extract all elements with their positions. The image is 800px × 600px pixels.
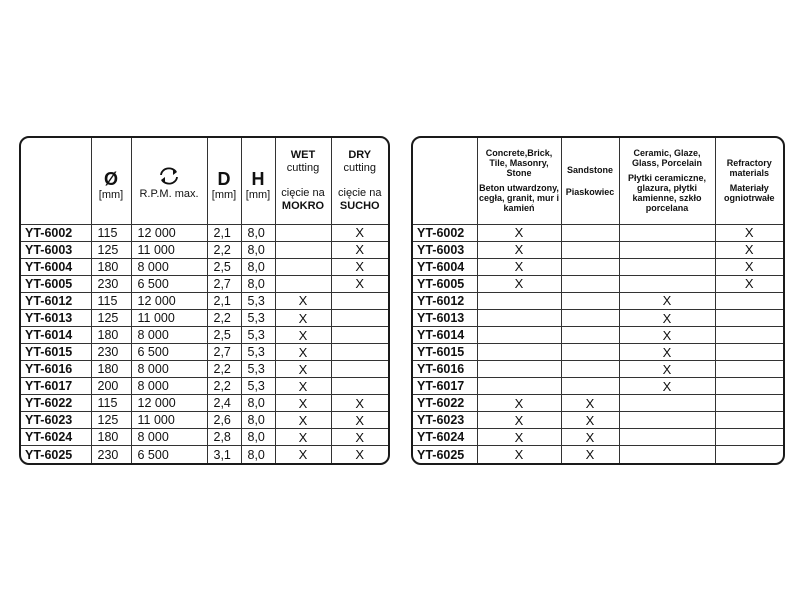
d-cell: 2,4 (207, 395, 241, 412)
refractory-cell (715, 327, 783, 344)
model-cell: YT-6016 (21, 361, 91, 378)
wet-cutting-cell: X (275, 395, 331, 412)
refractory-header (715, 138, 783, 224)
d-cell: 2,5 (207, 258, 241, 275)
dry-cutting-cell: X (331, 241, 388, 258)
concrete-cell: X (477, 412, 561, 429)
wet-cutting-cell (275, 275, 331, 292)
diameter-cell: 180 (91, 258, 131, 275)
h-cell: 5,3 (241, 378, 275, 395)
refractory-cell: X (715, 241, 783, 258)
d-cell: 2,2 (207, 378, 241, 395)
ceramic-cell (619, 258, 715, 275)
rpm-cell: 8 000 (131, 378, 207, 395)
refractory-cell: X (715, 258, 783, 275)
model-header (21, 138, 91, 224)
sandstone-cell (561, 292, 619, 309)
ceramic-cell: X (619, 292, 715, 309)
wet-cutting-cell (275, 241, 331, 258)
concrete-label-pl: Beton utwardzony, cegła, granit, mur i kamień (478, 183, 560, 214)
ceramic-cell (619, 275, 715, 292)
dry-sub: cutting (343, 161, 376, 174)
table-row (413, 361, 783, 378)
table-row (413, 327, 783, 344)
table-row (21, 446, 388, 463)
diameter-symbol: Ø (103, 169, 118, 190)
wet-sub: cutting (286, 161, 320, 174)
wet-pl-2: MOKRO (281, 199, 325, 212)
d-cell: 2,2 (207, 241, 241, 258)
diameter-cell: 125 (91, 309, 131, 326)
model-cell: YT-6014 (21, 327, 91, 344)
ceramic-cell (619, 395, 715, 412)
concrete-cell (477, 361, 561, 378)
refractory-cell (715, 378, 783, 395)
diameter-cell: 200 (91, 378, 131, 395)
d-cell: 2,2 (207, 309, 241, 326)
diameter-cell: 180 (91, 327, 131, 344)
model-cell: YT-6017 (21, 378, 91, 395)
dry-cutting-cell (331, 309, 388, 326)
diameter-cell: 125 (91, 241, 131, 258)
d-cell: 2,8 (207, 429, 241, 446)
materials-table (413, 138, 783, 463)
h-cell: 8,0 (241, 224, 275, 241)
model-cell: YT-6022 (21, 395, 91, 412)
model-cell: YT-6024 (413, 429, 477, 446)
refractory-cell (715, 292, 783, 309)
ceramic-cell: X (619, 378, 715, 395)
refractory-cell (715, 395, 783, 412)
d-header (207, 138, 241, 224)
diameter-cell: 230 (91, 275, 131, 292)
rpm-label: R.P.M. max. (139, 188, 199, 201)
table-row (413, 429, 783, 446)
diameter-cell: 180 (91, 361, 131, 378)
sandstone-cell (561, 361, 619, 378)
h-cell: 8,0 (241, 241, 275, 258)
sandstone-cell (561, 344, 619, 361)
ceramic-cell (619, 446, 715, 463)
sandstone-cell: X (561, 395, 619, 412)
ceramic-cell (619, 224, 715, 241)
wet-cutting-cell: X (275, 361, 331, 378)
refractory-cell (715, 309, 783, 326)
sandstone-label: Sandstone (566, 164, 613, 175)
rpm-cell: 8 000 (131, 429, 207, 446)
dry-cutting-cell: X (331, 395, 388, 412)
specs-table-panel (19, 136, 390, 465)
dry-cutting-cell (331, 344, 388, 361)
table-row (21, 292, 388, 309)
model-cell: YT-6012 (21, 292, 91, 309)
dry-cutting-cell: X (331, 275, 388, 292)
rotation-arrows-icon (157, 166, 181, 186)
rpm-cell: 6 500 (131, 344, 207, 361)
model-cell: YT-6014 (413, 327, 477, 344)
table-row (21, 412, 388, 429)
ceramic-header (619, 138, 715, 224)
wet-cutting-cell: X (275, 327, 331, 344)
h-header (241, 138, 275, 224)
h-unit: [mm] (245, 189, 271, 202)
rpm-cell: 11 000 (131, 241, 207, 258)
concrete-cell (477, 344, 561, 361)
model-cell: YT-6005 (21, 275, 91, 292)
model-cell: YT-6003 (21, 241, 91, 258)
ceramic-cell: X (619, 309, 715, 326)
sandstone-header (561, 138, 619, 224)
model-header (413, 138, 477, 224)
materials-table-panel (411, 136, 785, 465)
d-cell: 2,5 (207, 327, 241, 344)
dry-cutting-cell: X (331, 412, 388, 429)
sandstone-cell (561, 275, 619, 292)
h-cell: 8,0 (241, 275, 275, 292)
h-cell: 8,0 (241, 429, 275, 446)
ceramic-cell (619, 241, 715, 258)
sandstone-cell: X (561, 412, 619, 429)
model-cell: YT-6023 (21, 412, 91, 429)
h-cell: 5,3 (241, 327, 275, 344)
dry-cutting-cell (331, 292, 388, 309)
table-row (413, 241, 783, 258)
model-cell: YT-6025 (413, 446, 477, 463)
table-row (21, 241, 388, 258)
d-cell: 2,2 (207, 361, 241, 378)
ceramic-cell (619, 412, 715, 429)
dry-cutting-cell (331, 327, 388, 344)
h-cell: 5,3 (241, 292, 275, 309)
diameter-cell: 230 (91, 446, 131, 463)
d-symbol: D (217, 169, 231, 190)
table-row (413, 224, 783, 241)
rpm-cell: 12 000 (131, 395, 207, 412)
h-cell: 8,0 (241, 446, 275, 463)
refractory-cell (715, 412, 783, 429)
sandstone-label-pl: Piaskowiec (565, 186, 615, 197)
concrete-cell (477, 309, 561, 326)
rpm-cell: 8 000 (131, 327, 207, 344)
diameter-cell: 115 (91, 395, 131, 412)
sandstone-cell (561, 258, 619, 275)
table-row (413, 275, 783, 292)
wet-cutting-cell: X (275, 378, 331, 395)
wet-cutting-cell: X (275, 292, 331, 309)
table-row (21, 309, 388, 326)
rpm-cell: 6 500 (131, 275, 207, 292)
h-cell: 5,3 (241, 309, 275, 326)
wet-title: WET (290, 148, 316, 161)
table-row (21, 395, 388, 412)
model-cell: YT-6016 (413, 361, 477, 378)
d-cell: 2,7 (207, 344, 241, 361)
diameter-header (91, 138, 131, 224)
ceramic-cell: X (619, 327, 715, 344)
rpm-cell: 8 000 (131, 258, 207, 275)
dry-cutting-cell: X (331, 446, 388, 463)
sandstone-cell (561, 378, 619, 395)
model-cell: YT-6025 (21, 446, 91, 463)
table-row (21, 344, 388, 361)
sandstone-cell (561, 241, 619, 258)
diameter-cell: 125 (91, 412, 131, 429)
model-cell: YT-6005 (413, 275, 477, 292)
ceramic-cell (619, 429, 715, 446)
rpm-header (131, 138, 207, 224)
dry-cutting-cell: X (331, 258, 388, 275)
d-cell: 2,1 (207, 224, 241, 241)
sandstone-cell: X (561, 429, 619, 446)
diameter-cell: 115 (91, 292, 131, 309)
table-row (21, 429, 388, 446)
dry-pl-1: cięcie na (338, 186, 382, 199)
rpm-cell: 12 000 (131, 224, 207, 241)
concrete-cell: X (477, 258, 561, 275)
d-cell: 3,1 (207, 446, 241, 463)
h-cell: 8,0 (241, 258, 275, 275)
concrete-cell: X (477, 446, 561, 463)
ceramic-cell: X (619, 344, 715, 361)
rpm-cell: 11 000 (131, 412, 207, 429)
wet-cutting-cell: X (275, 344, 331, 361)
refractory-cell (715, 344, 783, 361)
sandstone-cell (561, 224, 619, 241)
concrete-cell: X (477, 275, 561, 292)
table-row (413, 395, 783, 412)
concrete-cell: X (477, 395, 561, 412)
table-row (21, 378, 388, 395)
table-row (413, 412, 783, 429)
dry-cutting-cell (331, 361, 388, 378)
refractory-cell: X (715, 224, 783, 241)
model-cell: YT-6004 (21, 258, 91, 275)
diameter-cell: 115 (91, 224, 131, 241)
model-cell: YT-6024 (21, 429, 91, 446)
sandstone-cell: X (561, 446, 619, 463)
model-cell: YT-6012 (413, 292, 477, 309)
dry-cutting-cell: X (331, 429, 388, 446)
table-row (21, 275, 388, 292)
h-symbol: H (251, 169, 265, 190)
refractory-cell (715, 429, 783, 446)
wet-cutting-cell: X (275, 309, 331, 326)
concrete-cell (477, 292, 561, 309)
concrete-cell (477, 327, 561, 344)
model-cell: YT-6022 (413, 395, 477, 412)
sandstone-cell (561, 309, 619, 326)
model-cell: YT-6013 (21, 309, 91, 326)
dry-title: DRY (348, 148, 372, 161)
model-cell: YT-6013 (413, 309, 477, 326)
refractory-cell (715, 446, 783, 463)
dry-pl-2: SUCHO (339, 199, 380, 212)
h-cell: 8,0 (241, 412, 275, 429)
wet-cutting-header (275, 138, 331, 224)
sandstone-cell (561, 327, 619, 344)
refractory-label: Refractory materials (726, 158, 772, 179)
refractory-label-pl: Materiały ogniotrwałe (723, 183, 775, 204)
wet-cutting-cell (275, 224, 331, 241)
ceramic-cell: X (619, 361, 715, 378)
model-cell: YT-6004 (413, 258, 477, 275)
rpm-cell: 6 500 (131, 446, 207, 463)
model-cell: YT-6002 (413, 224, 477, 241)
rpm-cell: 8 000 (131, 361, 207, 378)
dry-cutting-header (331, 138, 388, 224)
d-cell: 2,1 (207, 292, 241, 309)
table-row (21, 327, 388, 344)
concrete-cell (477, 378, 561, 395)
d-unit: [mm] (211, 189, 237, 202)
model-cell: YT-6002 (21, 224, 91, 241)
table-row (413, 446, 783, 463)
table-row (21, 361, 388, 378)
wet-cutting-cell: X (275, 446, 331, 463)
ceramic-label: Ceramic, Glaze, Glass, Porcelain (631, 148, 703, 169)
specs-header-row (21, 138, 388, 224)
rpm-cell: 12 000 (131, 292, 207, 309)
model-cell: YT-6015 (413, 344, 477, 361)
d-cell: 2,6 (207, 412, 241, 429)
h-cell: 8,0 (241, 395, 275, 412)
refractory-cell: X (715, 275, 783, 292)
table-row (21, 258, 388, 275)
model-cell: YT-6023 (413, 412, 477, 429)
table-row (413, 309, 783, 326)
refractory-cell (715, 361, 783, 378)
table-row (413, 258, 783, 275)
concrete-header (477, 138, 561, 224)
ceramic-label-pl: Płytki ceramiczne, glazura, płytki kamienne, szkło porcelana (627, 173, 707, 214)
wet-cutting-cell: X (275, 412, 331, 429)
concrete-cell: X (477, 224, 561, 241)
dry-cutting-cell (331, 378, 388, 395)
rpm-cell: 11 000 (131, 309, 207, 326)
wet-pl-1: cięcie na (281, 186, 325, 199)
model-cell: YT-6015 (21, 344, 91, 361)
h-cell: 5,3 (241, 361, 275, 378)
dry-cutting-cell: X (331, 224, 388, 241)
concrete-label: Concrete,Brick, Tile, Masonry, Stone (485, 148, 553, 179)
model-cell: YT-6017 (413, 378, 477, 395)
concrete-cell: X (477, 241, 561, 258)
table-row (413, 378, 783, 395)
concrete-cell: X (477, 429, 561, 446)
specs-table (21, 138, 388, 463)
materials-header-row (413, 138, 783, 224)
diameter-cell: 230 (91, 344, 131, 361)
table-row (413, 344, 783, 361)
h-cell: 5,3 (241, 344, 275, 361)
d-cell: 2,7 (207, 275, 241, 292)
model-cell: YT-6003 (413, 241, 477, 258)
table-row (413, 292, 783, 309)
diameter-cell: 180 (91, 429, 131, 446)
wet-cutting-cell: X (275, 429, 331, 446)
wet-cutting-cell (275, 258, 331, 275)
table-row (21, 224, 388, 241)
diameter-unit: [mm] (98, 189, 124, 202)
